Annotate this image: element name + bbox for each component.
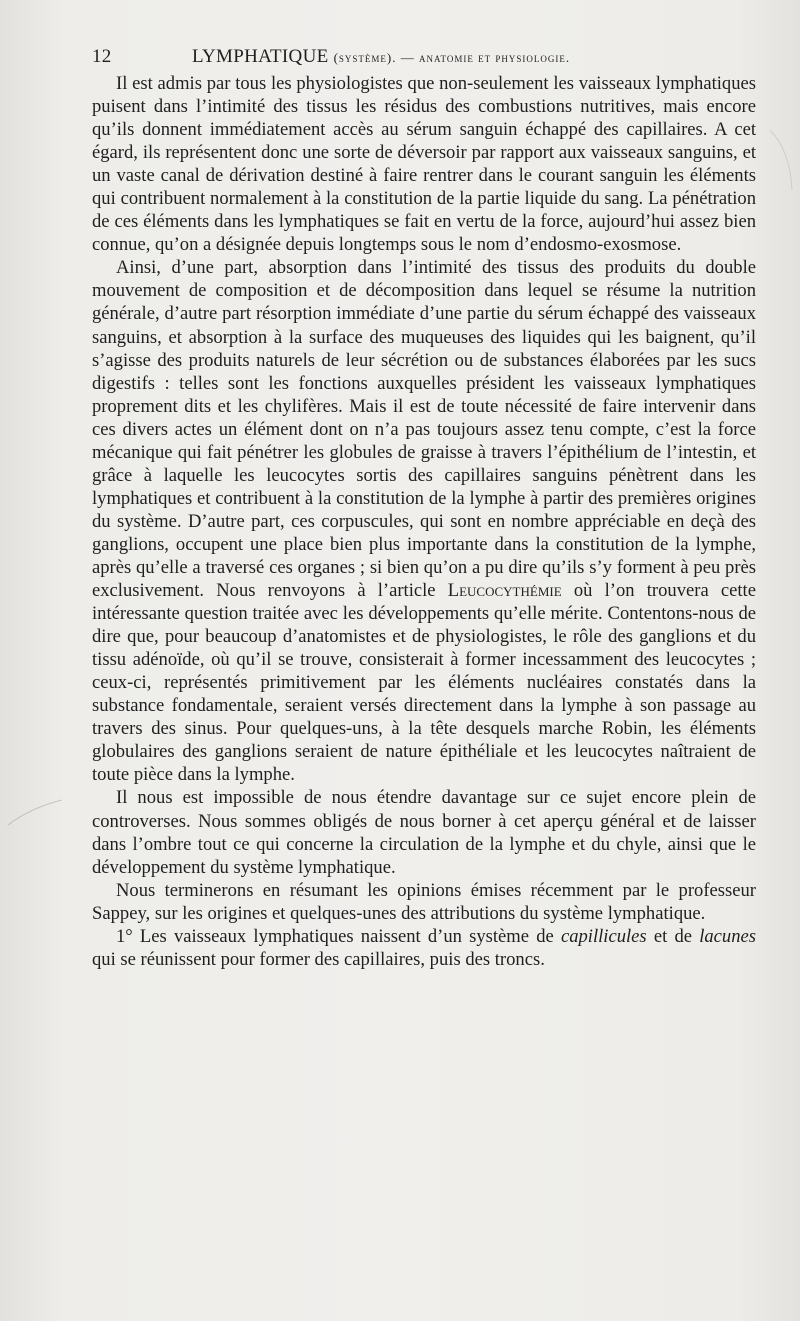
header-title: LYMPHATIQUE: [192, 46, 329, 67]
list-number: 1°: [116, 925, 133, 947]
paragraph-3: Il nous est impossible de nous étendre davantage sur ce sujet encore plein de controverses. Nous sommes obligés de nous borner à cet aperçu général et de laisser dans l’ombre tout ce qui concerne la circulation de la lymphe et du chyle, ainsi que le développement du système lymphatique.: [92, 787, 756, 878]
header-subtitle: (système). — anatomie et physiologie.: [333, 50, 571, 65]
paragraph-2: [92, 256, 756, 786]
paragraph-5-part-2: et de: [653, 925, 692, 947]
paragraph-5: [92, 925, 756, 971]
term-capillicules: capillicules: [560, 925, 647, 947]
page-number: 12: [92, 46, 112, 67]
paragraph-5-part-1: Les vaisseaux lymphatiques naissent d’un système de: [139, 925, 554, 947]
paragraph-4: Nous terminerons en résumant les opinions émises récemment par le professeur Sappey, sur les origines et quelques-unes des attributions du système lymphatique.: [92, 879, 756, 924]
paragraph-1: Il est admis par tous les physiologistes que non-seulement les vaisseaux lymphatiques puisent dans l’intimité des tissus les résidus des combustions nutritives, mais encore qu’ils donnent immédiatement accès au sérum sanguin échappé des capillaires. A cet égard, ils représentent donc une sorte de déversoir par rapport aux vaisseaux sanguins, et un vaste canal de dérivation destiné à faire rentrer dans le courant sanguin les éléments qui contribuent normalement à la constitution de la partie liquide du sang. La pénétration de ces éléments dans les lymphatiques se fait en vertu de la force, aujourd’hui assez bien connue, qu’on a désignée depuis longtemps sous le nom d’endosmo-exosmose.: [92, 73, 756, 256]
cross-reference-leucocythemie: Leucocythémie: [447, 580, 562, 602]
body-text: [92, 72, 756, 971]
running-title: [192, 44, 570, 71]
running-header: [92, 44, 756, 70]
paragraph-2-part-1: Ainsi, d’une part, absorption dans l’intimité des tissus des produits du double mouvement de composition et de décomposition dans lequel se résume la nutrition générale, d’autre part résorption immédiate d’une partie du sérum échappé des vaisseaux sanguins, et absorption à la surface des muqueuses des liquides qui les baignent, qu’il s’agisse des produits naturels de leur sécrétion ou de substances élaborées par les sucs digestifs : telles sont les fonctions auxquelles président les vaisseaux lymphatiques proprement dits et les chylifères. Mais il est de toute nécessité de faire intervenir dans ces divers actes un élément dont on n’a pas toujours assez tenu compte, c’est la force mécanique qui fait pénétrer les globules de graisse à travers l’épithélium de l’intestin, et grâce à laquelle les leucocytes sortis des capillaires sanguins pénètrent dans les lymphatiques et contribuent à la constitution de la lymphe à partir des premières origines du système. D’autre part, ces corpuscules, qui sont en nombre appréciable en deçà des ganglions, occupent une place bien plus importante dans la constitution de la lymphe, après qu’elle a traversé ces organes ; si bien qu’on a pu dire qu’ils s’y forment à peu près exclusivement. Nous renvoyons à l’article: [92, 257, 756, 602]
stain-stroke-left: [8, 800, 62, 825]
paragraph-2-part-2: où l’on trouvera cette intéressante question traitée avec les développements qu’elle mérite. Contentons-nous de dire que, pour beaucoup d’anatomistes et de physiologistes, le rôle des ganglions et du tissu adénoïde, où qu’il se trouve, consisterait à former incessamment des leucocytes ; ceux-ci, représentés primitivement par les éléments nucléaires constatés dans la substance fondamentale, seraient versés directement dans la lymphe à son passage au travers des sinus. Pour quelques-uns, à la tête desquels marche Robin, les éléments globulaires des ganglions seraient de nature épithéliale et les leucocytes naîtraient de toute pièce dans la lymphe.: [92, 580, 756, 786]
term-lacunes: lacunes: [699, 925, 756, 947]
paragraph-5-part-3: qui se réunissent pour former des capillaires, puis des troncs.: [92, 948, 545, 970]
stain-stroke-right: [770, 130, 792, 190]
